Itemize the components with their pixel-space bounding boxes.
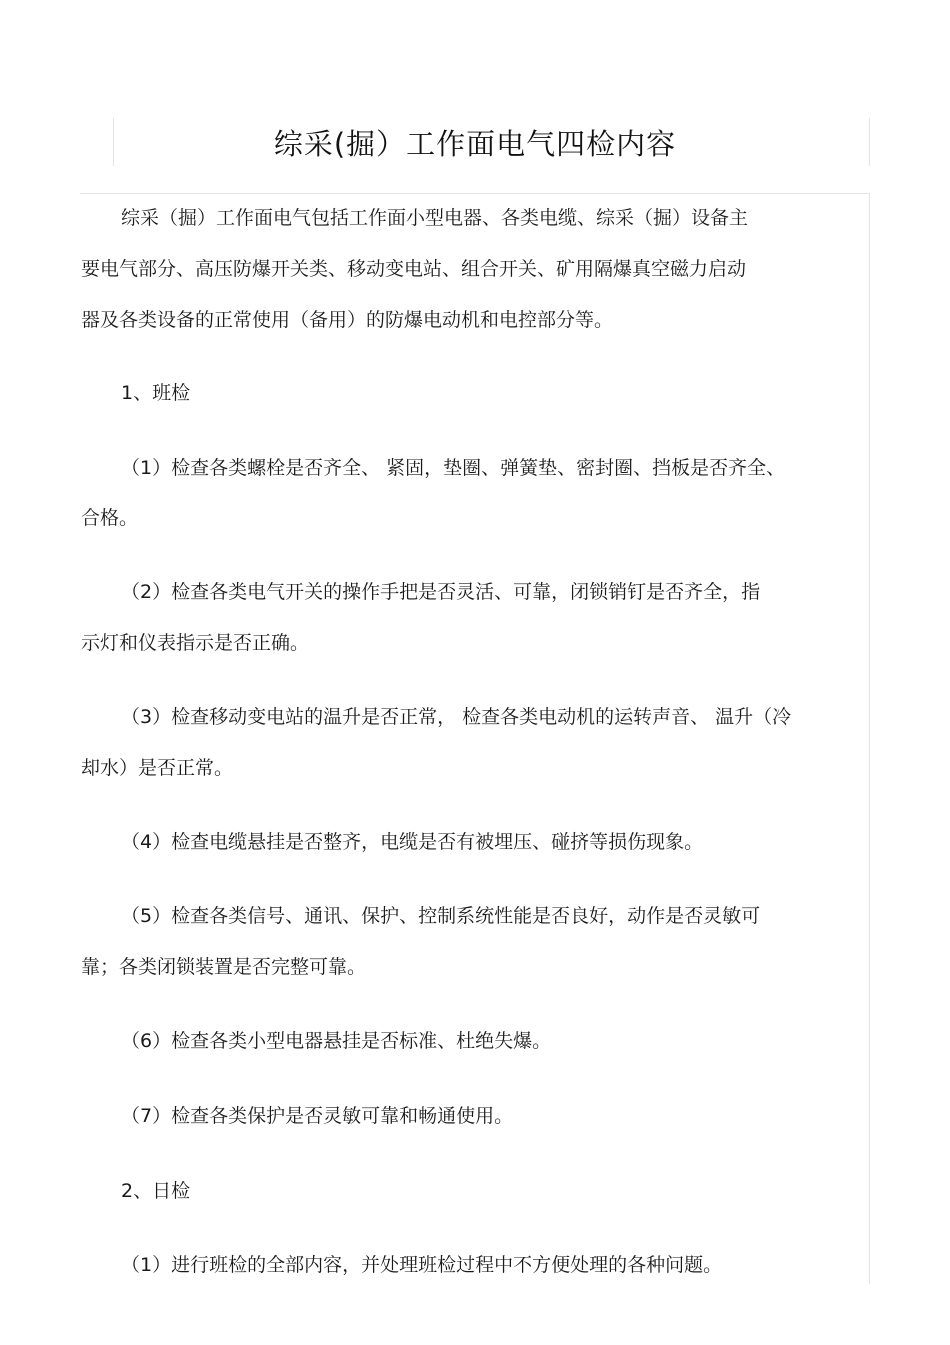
item-2-1-line-1: （1）进行班检的全部内容，并处理班检过程中不方便处理的各种问题。 bbox=[121, 1254, 723, 1276]
item-1-7-line-1: （7）检查各类保护是否灵敏可靠和畅通使用。 bbox=[121, 1105, 514, 1127]
item-1-1-line-2: 合格。 bbox=[81, 507, 139, 529]
item-1-6-line-1: （6）检查各类小型电器悬挂是否标准、杜绝失爆。 bbox=[121, 1030, 552, 1052]
item-1-2-line-2: 示灯和仪表指示是否正确。 bbox=[81, 632, 310, 654]
intro-line-1: 综采（掘）工作面电气包括工作面小型电器、各类电缆、综采（掘）设备主 bbox=[121, 207, 749, 229]
item-1-2-line-1: （2）检查各类电气开关的操作手把是否灵活、可靠，闭锁销钉是否齐全，指 bbox=[121, 581, 761, 603]
intro-line-3: 器及各类设备的正常使用（备用）的防爆电动机和电控部分等。 bbox=[81, 309, 614, 331]
item-1-1-line-1: （1）检查各类螺栓是否齐全、 紧固，垫圈、弹簧垫、密封圈、挡板是否齐全、 bbox=[121, 457, 786, 479]
item-1-5-line-1: （5）检查各类信号、通讯、保护、控制系统性能是否良好，动作是否灵敏可 bbox=[121, 905, 761, 927]
section-heading-daily-check: 2、日检 bbox=[121, 1180, 191, 1202]
frame-right-line bbox=[869, 194, 870, 1284]
section-heading-shift-check: 1、班检 bbox=[121, 382, 191, 404]
intro-line-2: 要电气部分、高压防爆开关类、移动变电站、组合开关、矿用隔爆真空磁力启动 bbox=[81, 258, 747, 280]
item-1-5-line-2: 靠；各类闭锁装置是否完整可靠。 bbox=[81, 956, 367, 978]
item-1-4-line-1: （4）检查电缆悬挂是否整齐，电缆是否有被埋压、碰挤等损伤现象。 bbox=[121, 831, 704, 853]
item-1-3-line-2: 却水）是否正常。 bbox=[81, 757, 234, 779]
item-1-3-line-1: （3）检查移动变电站的温升是否正常， 检查各类电动机的运转声音、 温升（冷 bbox=[121, 706, 792, 728]
document-title: 综采(掘）工作面电气四检内容 bbox=[273, 127, 677, 161]
frame-top-line bbox=[80, 193, 870, 194]
